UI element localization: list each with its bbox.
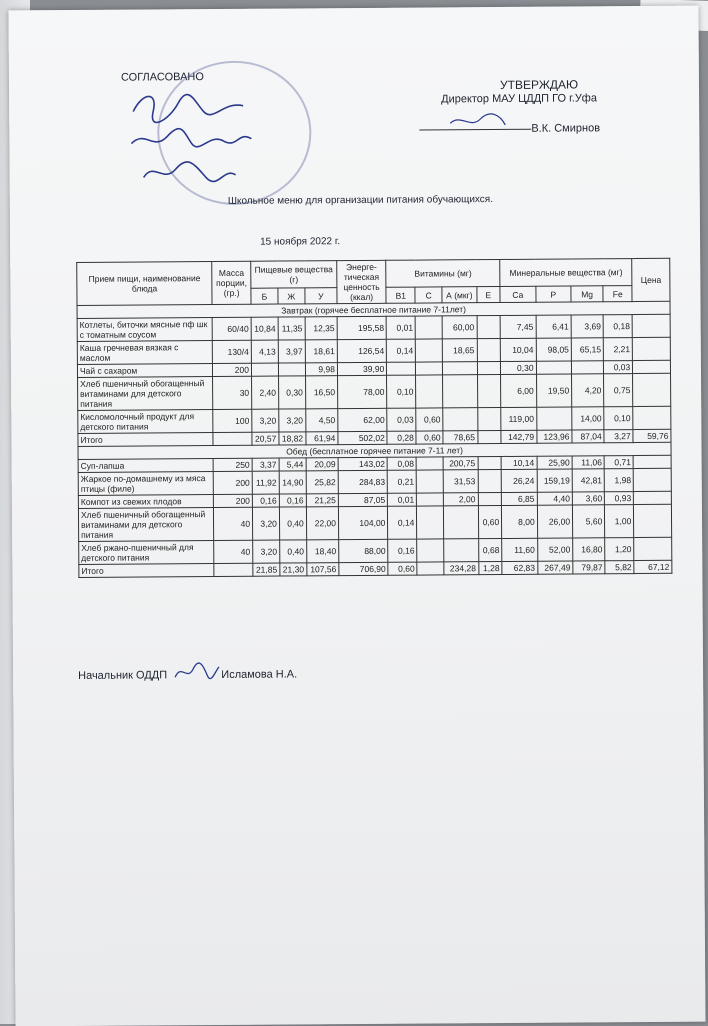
cell-energy: 104,00 [338,506,388,539]
cell-e [477,338,501,361]
cell-b1: 0,01 [386,316,415,339]
cell-price [633,406,671,429]
cell-price [634,491,672,504]
cell-u: 25,82 [306,471,338,494]
cell-a: 2,00 [444,493,478,506]
table-row [78,373,671,410]
cell-fe: 0,03 [604,361,633,374]
cell-name: Итого [79,563,214,577]
cell-mass: 40 [214,540,253,563]
cell-name: Кисломолочный продукт для детского питания [78,410,214,434]
cell-ca: 119,00 [501,407,537,430]
header-b: Б [251,289,278,305]
cell-name: Суп-лапша [78,459,213,473]
section-title: Завтрак (горячее бесплатное питание 7-11лет) [77,301,670,318]
header-price: Цена [632,258,670,301]
cell-u: 21,25 [306,494,338,507]
cell-e [477,407,501,430]
agreed-label: СОГЛАСОВАНО [120,71,204,84]
cell-p: 123,96 [537,430,573,443]
cell-u: 20,09 [306,458,338,471]
cell-u: 107,56 [307,563,339,576]
cell-u: 22,00 [306,507,338,540]
cell-energy: 87,05 [338,493,387,506]
cell-name: Жаркое по-домашнему из мяса птицы (филе) [78,472,214,496]
cell-ca: 62,83 [502,561,538,574]
approved-label: УТВЕРЖДАЮ [499,77,579,92]
cell-e [477,374,501,407]
cell-price [633,373,671,406]
cell-u: 12,35 [305,317,337,340]
cell-b: 10,84 [251,317,278,340]
cell-energy: 284,83 [338,470,388,493]
menu-table-body [77,301,672,577]
document-page [8,6,705,1026]
cell-u: 16,50 [305,376,337,409]
cell-energy: 195,58 [337,316,387,339]
footer-title: Начальник ОДДП [78,669,168,682]
header-e: Е [476,287,500,303]
section-title: Обед (бесплатное горячее питание 7-11 лет) [78,442,671,459]
header-meal: Прием пищи, наименование блюда [77,262,213,306]
cell-e [477,430,501,443]
cell-b1: 0,28 [387,431,416,444]
cell-c [416,457,443,470]
header-mass: Масса порции, (гр.) [212,261,251,304]
cell-mass: 60/40 [212,317,251,340]
cell-mass: 30 [213,376,252,409]
cell-fe: 0,71 [604,456,633,469]
cell-b1: 0,03 [387,408,416,431]
cell-price [634,504,672,537]
cell-price [632,314,670,337]
cell-c [416,362,443,375]
cell-a: 78,65 [443,431,477,444]
cell-e: 0,68 [478,538,502,561]
cell-energy: 78,00 [337,375,387,408]
menu-title: Школьное меню для организации питания обучающихся. [227,194,494,207]
cell-mg [571,361,603,374]
cell-zh: 14,90 [279,471,306,494]
cell-a [443,375,478,408]
cell-b: 3,20 [253,540,280,563]
cell-b1: 0,01 [388,493,417,506]
cell-fe: 5,82 [605,561,634,574]
cell-zh: 5,44 [279,458,306,471]
cell-mass: 130/4 [213,340,252,363]
header-fe: Fe [603,286,632,302]
cell-b: 3,20 [252,409,279,432]
cell-energy: 126,54 [337,339,387,362]
cell-fe: 2,21 [604,338,633,361]
cell-p: 4,40 [537,492,573,505]
cell-zh: 0,40 [279,507,306,540]
cell-c [417,506,444,539]
cell-b1 [387,362,416,375]
menu-table [76,258,672,578]
cell-b1: 0,16 [388,539,417,562]
cell-p: 19,50 [536,374,572,407]
header-minerals: Минеральные вещества (мг) [500,259,632,287]
cell-b1: 0,10 [387,375,416,408]
cell-u: 9,98 [305,363,337,376]
cell-b: 3,37 [252,458,279,471]
cell-name: Хлеб пшеничный обогащенный витаминами для детского питания [78,507,214,541]
cell-price [634,537,672,560]
cell-b: 21,85 [253,563,280,576]
header-a: А (мкг) [442,287,476,303]
cell-ca: 11,60 [502,538,538,561]
cell-price [633,468,671,491]
cell-ca: 7,45 [500,315,536,338]
cell-b: 11,92 [252,471,279,494]
header-nutrients: Пищевые вещества (г) [251,261,337,289]
cell-a [444,506,479,539]
header-mg: Mg [571,286,603,302]
cell-a [444,539,479,562]
cell-p: 98,05 [536,338,572,361]
cell-name: Итого [78,433,213,447]
cell-zh: 11,35 [278,317,305,340]
cell-mass [214,563,253,576]
cell-b [251,363,278,376]
cell-mg: 42,81 [572,469,604,492]
cell-b1: 0,21 [388,470,417,493]
cell-b: 2,40 [252,376,279,409]
cell-b: 0,16 [252,494,279,507]
cell-p [536,361,572,374]
cell-mg: 14,00 [572,407,604,430]
cell-mass: 200 [213,363,252,376]
cell-mg: 3,60 [572,492,604,505]
cell-fe: 1,20 [605,538,634,561]
cell-p: 26,00 [537,505,573,538]
cell-b: 20,57 [252,432,279,445]
cell-ca: 10,04 [500,338,536,361]
cell-ca: 142,79 [501,430,537,443]
director-name: В.К. Смирнов [531,122,601,135]
cell-fe: 1,98 [604,469,633,492]
cell-c: 0,60 [416,431,443,444]
menu-date: 15 ноября 2022 г. [260,236,341,248]
cell-b1: 0,08 [387,457,416,470]
cell-c [417,562,444,575]
cell-energy: 62,00 [338,408,388,431]
cell-mass: 40 [214,507,253,540]
handwritten-approval [123,81,264,192]
cell-a: 60,00 [442,316,477,339]
header-ca: Ca [500,287,536,303]
cell-u: 18,40 [306,540,338,563]
cell-b1: 0,14 [388,506,417,539]
cell-ca: 8,00 [502,505,538,538]
cell-b: 4,13 [251,340,278,363]
cell-a [443,362,477,375]
cell-energy: 39,90 [337,362,386,375]
cell-c [415,316,442,339]
header-p: P [536,286,572,302]
table-header-row [77,258,670,290]
cell-price: 67,12 [634,560,672,573]
footer-handwritten-signature [171,659,221,685]
cell-c [417,470,444,493]
cell-name: Хлеб ржано-пшеничный для детского питания [79,540,215,564]
cell-b1: 0,14 [387,339,416,362]
cell-zh: 0,30 [278,376,305,409]
cell-fe: 0,18 [603,315,632,338]
cell-e [478,469,502,492]
cell-a: 18,65 [442,339,477,362]
cell-e [478,456,502,469]
cell-energy: 502,02 [338,431,387,444]
cell-p: 159,19 [537,469,573,492]
cell-c [416,339,443,362]
cell-name: Чай с сахаром [77,364,212,378]
cell-p: 52,00 [537,538,573,561]
cell-zh: 3,20 [279,409,306,432]
cell-a: 200,75 [443,457,477,470]
cell-price: 59,76 [633,429,671,442]
cell-mg: 16,80 [573,538,605,561]
cell-mass: 200 [214,471,253,494]
cell-e [477,361,501,374]
cell-a [443,408,478,431]
cell-energy: 88,00 [339,539,389,562]
header-c: C [415,287,442,303]
cell-b: 3,20 [252,507,279,540]
cell-mass: 250 [213,458,252,471]
cell-e [478,492,502,505]
cell-c [417,539,444,562]
cell-mg: 5,60 [572,505,604,538]
table-row [79,560,672,577]
footer-name: Исламова Н.А. [221,668,298,681]
cell-ca: 26,24 [501,469,537,492]
cell-ca: 6,85 [502,492,538,505]
cell-energy: 143,02 [338,457,387,470]
cell-mass: 100 [213,409,252,432]
cell-zh: 18,82 [279,432,306,445]
header-u: У [305,288,337,304]
cell-e: 0,60 [478,505,502,538]
cell-mg: 11,06 [572,456,604,469]
cell-mg: 79,87 [573,561,605,574]
cell-fe: 3,27 [604,430,633,443]
cell-mass [213,432,252,445]
cell-zh: 0,16 [279,494,306,507]
cell-e [477,315,501,338]
cell-mg: 4,20 [572,374,604,407]
table-row [78,504,671,541]
cell-ca: 0,30 [501,361,537,374]
cell-mg: 65,15 [571,338,603,361]
cell-price [633,455,671,468]
cell-mass: 200 [214,494,253,507]
cell-p [536,407,572,430]
cell-price [633,337,671,360]
cell-fe: 0,75 [604,374,633,407]
cell-c: 0,60 [416,408,443,431]
cell-price [633,360,671,373]
cell-p: 25,90 [537,456,573,469]
cell-mg: 87,04 [572,430,604,443]
cell-fe: 0,10 [604,407,633,430]
cell-ca: 10,14 [501,456,537,469]
cell-name: Котлеты, биточки мясные пф шк с томатным соусом [77,318,213,342]
cell-c [416,375,443,408]
cell-zh: 21,30 [280,563,307,576]
cell-u: 4,50 [305,409,337,432]
cell-u: 18,61 [305,340,337,363]
header-vitamins: Витамины (мг) [386,259,500,287]
cell-name: Компот из свежих плодов [78,494,213,508]
cell-fe: 0,93 [605,492,634,505]
cell-a: 31,53 [443,470,478,493]
cell-zh [278,363,305,376]
header-zh: Ж [278,288,305,304]
cell-zh: 0,40 [280,540,307,563]
cell-zh: 3,97 [278,340,305,363]
cell-mg: 3,69 [571,315,603,338]
header-energy: Энерге-тическая ценность (ккал) [337,260,387,303]
cell-p: 267,49 [537,561,573,574]
cell-p: 6,41 [536,315,572,338]
cell-e: 1,28 [478,561,502,574]
cell-fe: 1,00 [605,505,634,538]
cell-name: Каша гречневая вязкая с маслом [77,341,213,365]
cell-name: Хлеб пшеничный обогащенный витаминами для детского питания [78,377,214,411]
cell-c [417,493,444,506]
cell-ca: 6,00 [501,374,537,407]
cell-b1: 0,60 [388,562,417,575]
cell-energy: 706,90 [339,562,388,575]
cell-u: 61,94 [306,432,338,445]
cell-a: 234,28 [444,562,478,575]
director-title: Директор МАУ ЦДДП ГО г.Уфа [441,92,598,106]
header-b1: B1 [386,288,415,304]
